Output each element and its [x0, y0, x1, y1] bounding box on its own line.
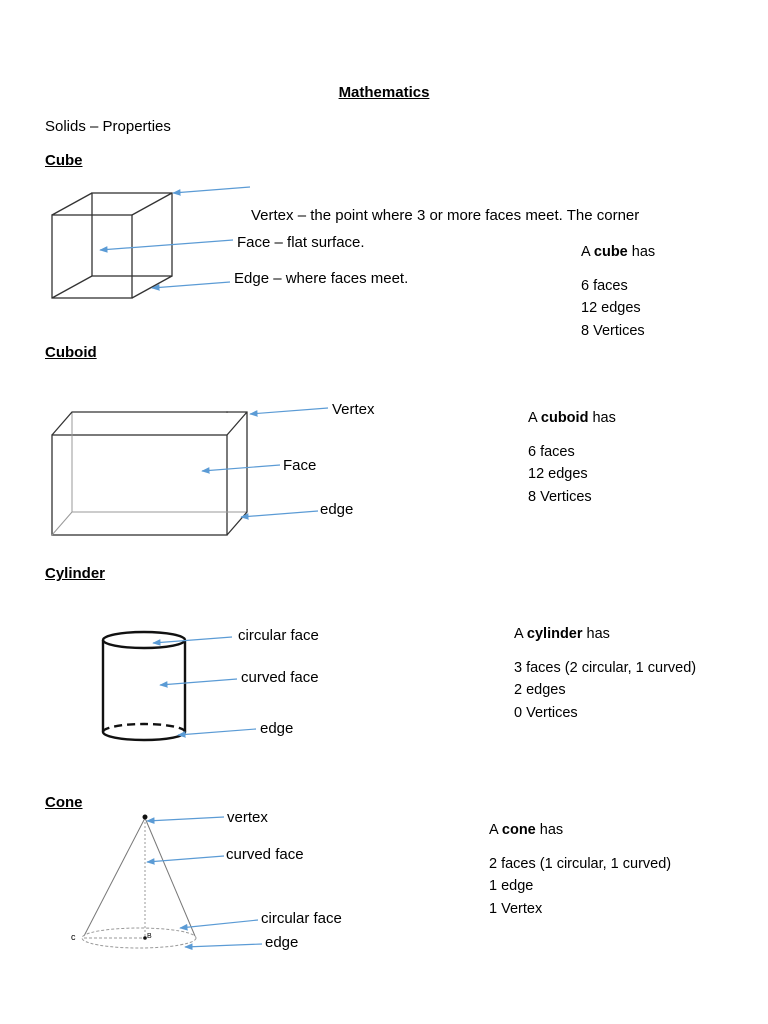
- cylinder-edge-arrow: [178, 729, 256, 735]
- cylinder-heading: Cylinder: [45, 565, 106, 582]
- cylinder-fact-edges: 2 edges: [514, 682, 566, 698]
- cylinder-fact-faces: 3 faces (2 circular, 1 curved): [514, 659, 697, 676]
- cylinder-circular-face-label: circular face: [238, 627, 319, 644]
- cone-summary-heading: A cone has: [489, 822, 564, 838]
- cylinder-diagram: [103, 632, 256, 740]
- cube-edge-arrow: [152, 282, 230, 288]
- cone-heading: Cone: [45, 794, 83, 811]
- cuboid-fact-faces: 6 faces: [528, 443, 575, 460]
- cube-heading: Cube: [45, 152, 83, 169]
- cuboid-vertex-label: Vertex: [332, 401, 375, 418]
- cube-summary: [581, 241, 655, 342]
- cube-fact-faces: 6 faces: [581, 277, 628, 294]
- cuboid-face-arrow: [202, 465, 280, 471]
- cube-summary-heading: A cube has: [581, 244, 656, 260]
- cylinder-summary: [514, 623, 696, 724]
- page-title: Mathematics: [338, 84, 430, 101]
- cone-vertex-arrow: [147, 817, 224, 821]
- cube-fact-vertices: 8 Vertices: [581, 322, 645, 339]
- cone-point-c-label: c: [71, 932, 76, 942]
- cone-curved-face-label: curved face: [226, 846, 304, 863]
- cone-fact-edges: 1 edge: [489, 878, 534, 894]
- cube-face-label: Face – flat surface.: [237, 234, 365, 251]
- cuboid-edge-label: edge: [320, 501, 354, 518]
- cube-face-arrow: [100, 240, 233, 250]
- cone-diagram: [82, 815, 262, 949]
- cone-vertex-label: vertex: [227, 809, 268, 826]
- cuboid-front-face: [52, 435, 227, 535]
- cone-circular-face-label: circular face: [261, 910, 342, 927]
- cylinder-fact-vertices: 0 Vertices: [514, 704, 578, 721]
- cone-fact-faces: 2 faces (1 circular, 1 curved): [489, 855, 672, 872]
- cone-apex-dot: [143, 815, 148, 820]
- cuboid-face-label: Face: [283, 457, 317, 474]
- cone-edge-label: edge: [265, 934, 299, 951]
- cuboid-vertex-arrow: [250, 408, 328, 414]
- cylinder-curved-face-arrow: [160, 679, 237, 685]
- cone-point-b-label: B: [147, 933, 152, 940]
- cuboid-fact-vertices: 8 Vertices: [528, 488, 592, 505]
- cuboid-summary: [528, 407, 616, 508]
- cylinder-edge-label: edge: [260, 720, 294, 737]
- cone-fact-vertices: 1 Vertex: [489, 900, 543, 917]
- cone-curved-face-arrow: [147, 856, 224, 862]
- cuboid-edge-arrow: [241, 511, 318, 517]
- cube-vertex-label: Vertex – the point where 3 or more faces meet. The corner: [251, 207, 640, 224]
- cuboid-heading: Cuboid: [45, 344, 97, 361]
- cuboid-fact-edges: 12 edges: [528, 466, 588, 482]
- cuboid-summary-heading: A cuboid has: [528, 410, 616, 426]
- cube-edge-label: Edge – where faces meet.: [234, 270, 409, 287]
- cylinder-circular-face-arrow: [153, 637, 232, 643]
- cube-diagram: [52, 187, 250, 298]
- cone-circular-face-arrow: [180, 920, 258, 928]
- cylinder-summary-heading: A cylinder has: [514, 626, 610, 642]
- cylinder-curved-face-label: curved face: [241, 669, 319, 686]
- page-subtitle: Solids – Properties: [45, 118, 171, 135]
- cube-vertex-arrow: [173, 187, 250, 193]
- cuboid-back-face: [72, 412, 247, 512]
- cylinder-top-ellipse: [103, 632, 185, 648]
- cube-fact-edges: 12 edges: [581, 300, 641, 316]
- cone-summary: [489, 819, 671, 920]
- cone-edge-arrow: [185, 944, 262, 947]
